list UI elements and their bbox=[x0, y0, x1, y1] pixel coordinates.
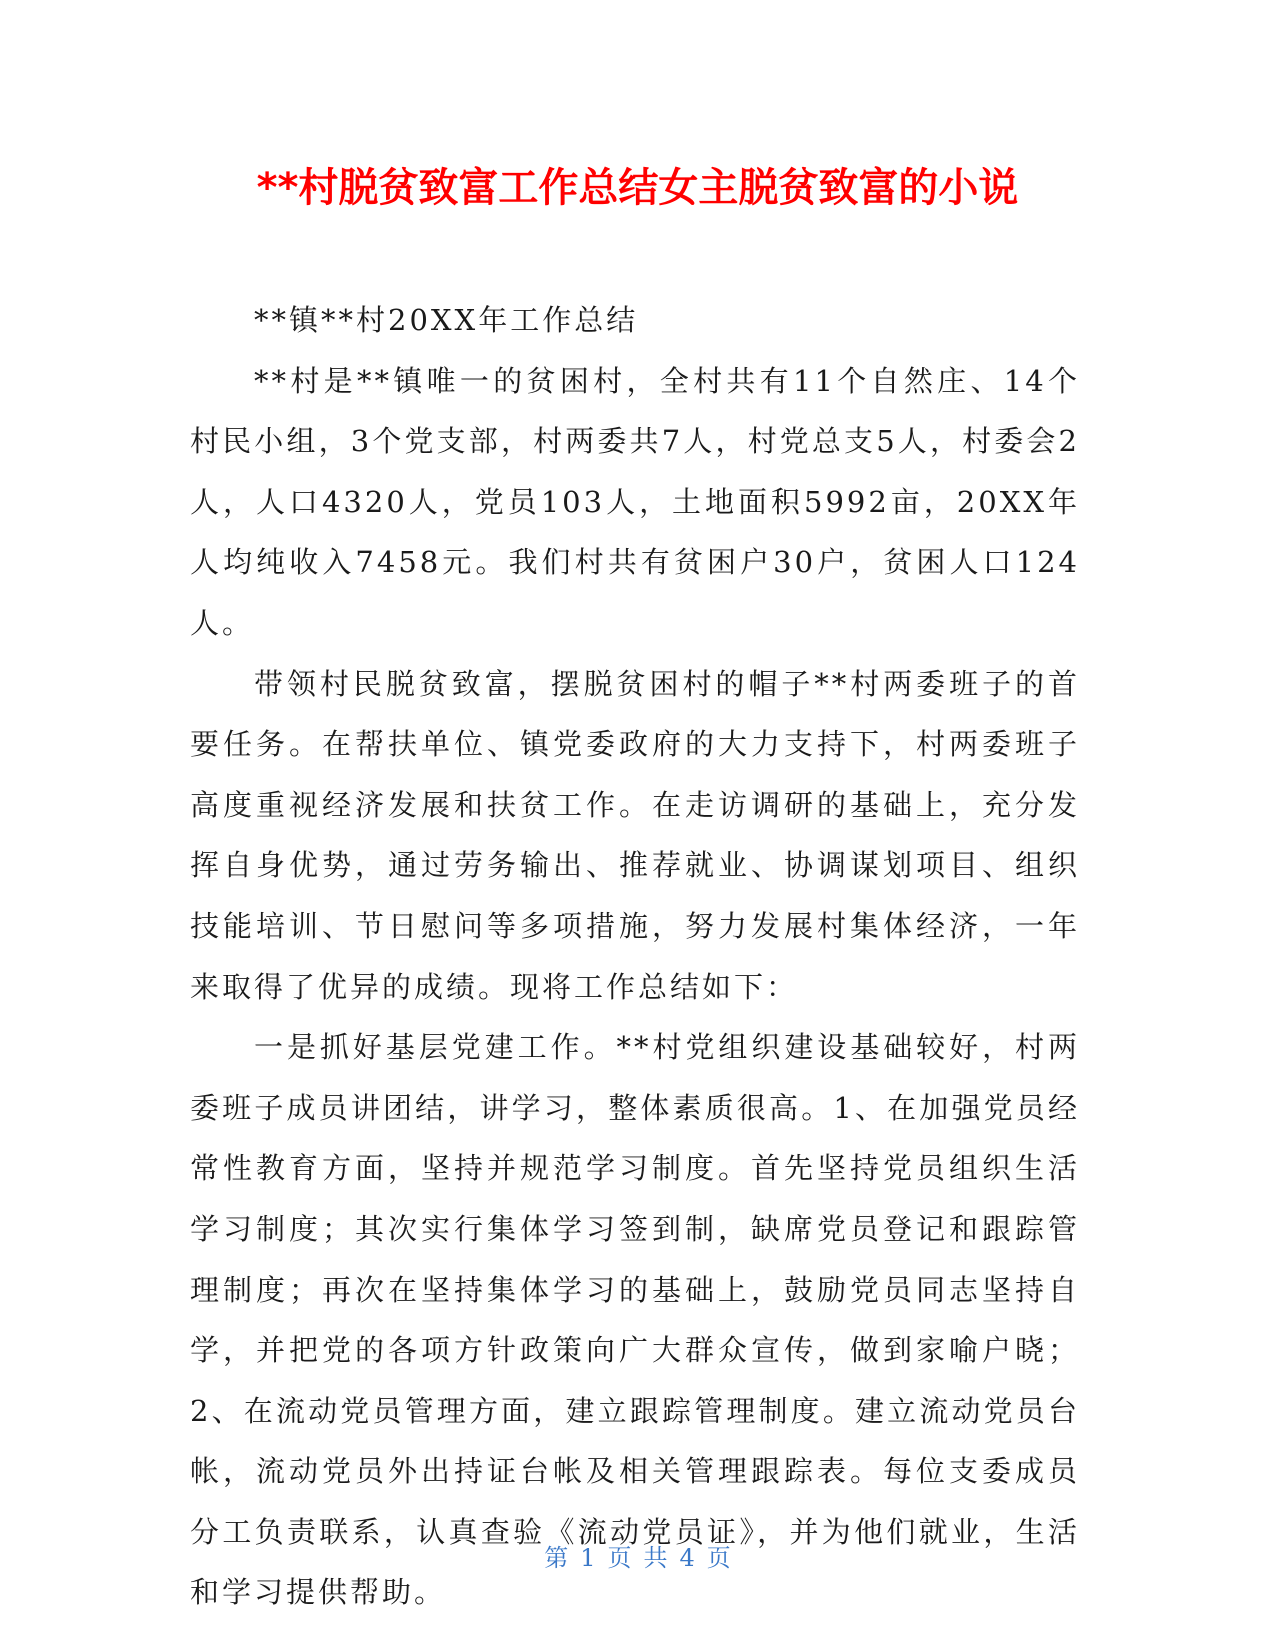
document-title: **村脱贫致富工作总结女主脱贫致富的小说 bbox=[256, 165, 1019, 211]
page-number: 1 bbox=[580, 1544, 596, 1572]
paragraph-village-overview: **村是**镇唯一的贫困村，全村共有11个自然庄、14个村民小组，3个党支部，村两委共7人，村党总支5人，村委会2人，人口4320人，党员103人，土地面积5992亩，20XX年人均纯收入7458元。我们村共有贫困户30户，贫困人口124人。 bbox=[190, 363, 1080, 640]
paragraph-heading: **镇**村20XX年工作总结 bbox=[254, 303, 639, 337]
paragraph-party-building: 一是抓好基层党建工作。**村党组织建设基础较好，村两委班子成员讲团结，讲学习，整体素质很高。1、在加强党员经常性教育方面，坚持并规范学习制度。首先坚持党员组织生活学习制度；其次实行集体学习签到制，缺席党员登记和跟踪管理制度；再次在坚持集体学习的基础上，鼓励党员同志坚持自学，并把党的各项方针政策向广大群众宣传，做到家喻户晓；2、在流动党员管理方面，建立跟踪管理制度。建立流动党员台帐，流动党员外出持证台帐及相关管理跟踪表。每位支委成员分工负责联系，认真查验《流动党员证》，并为他们就业，生活和学习提供帮助。 bbox=[190, 1030, 1080, 1610]
page-footer bbox=[0, 1542, 1275, 1574]
total-suffix: 页 bbox=[706, 1544, 731, 1572]
page-label: 第 bbox=[544, 1544, 569, 1572]
page-suffix: 页 bbox=[607, 1544, 632, 1572]
paragraph-leadership-task: 带领村民脱贫致富，摆脱贫困村的帽子**村两委班子的首要任务。在帮扶单位、镇党委政府的大力支持下，村两委班子高度重视经济发展和扶贫工作。在走访调研的基础上，充分发挥自身优势，通过劳务输出、推荐就业、协调谋划项目、组织技能培训、节日慰问等多项措施，努力发展村集体经济，一年来取得了优异的成绩。现将工作总结如下： bbox=[190, 666, 1080, 1004]
total-pages: 4 bbox=[679, 1544, 695, 1572]
document-body bbox=[190, 290, 1080, 1623]
total-label: 共 bbox=[643, 1544, 668, 1572]
